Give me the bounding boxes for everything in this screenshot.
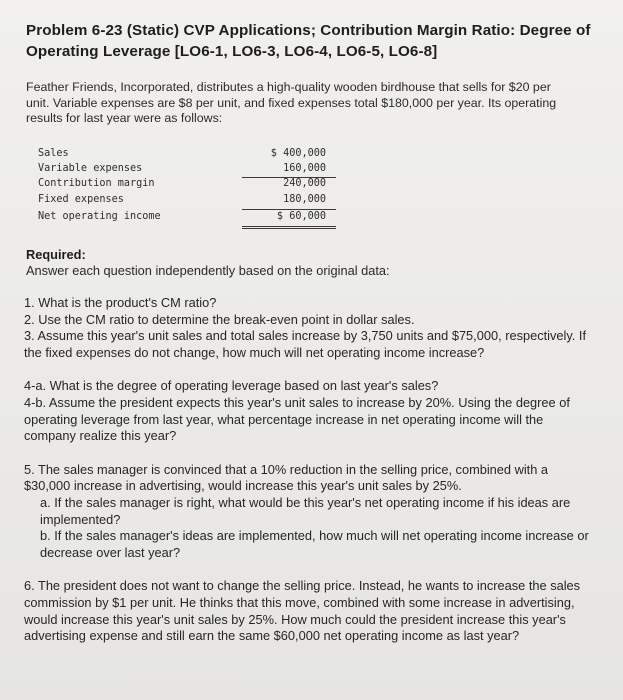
question-list (24, 295, 596, 645)
statement-value: 180,000 (283, 193, 326, 205)
statement-label: Contribution margin (38, 178, 155, 190)
statement-row-contribution-margin (38, 178, 338, 193)
question-3: 3. Assume this year's unit sales and total sales increase by 3,750 units and $75,000, respectively. If the fixed expenses do not change, how much will net operating income increase? (24, 328, 587, 360)
statement-total-double-rule-top (242, 226, 336, 227)
income-statement (38, 148, 338, 226)
question-5a: a. If the sales manager is right, what would be this year's net operating income if his ideas are implemented? (40, 494, 571, 527)
question-4a: 4-a. What is the degree of operating leverage based on last year's sales? (24, 378, 439, 394)
question-5: 5. The sales manager is convinced that a 10% reduction in the selling price, combined with a $30,000 increase in advertising, would increase this year's unit sales by 25%. (24, 461, 549, 494)
spacer (24, 361, 596, 378)
statement-value: $ 400,000 (270, 148, 326, 159)
question-2: 2. Use the CM ratio to determine the break-even point in dollar sales. (24, 311, 415, 327)
statement-row-net-operating-income (38, 211, 338, 226)
spacer (24, 561, 596, 578)
statement-label: Fixed expenses (38, 193, 124, 205)
statement-value: 240,000 (283, 178, 326, 190)
statement-value: $ 60,000 (276, 210, 326, 222)
required-heading: Required: (26, 247, 86, 262)
statement-value: 160,000 (283, 163, 326, 175)
required-section (26, 247, 596, 279)
problem-intro: Feather Friends, Incorporated, distributes a high-quality wooden birdhouse that sells for $20 per unit. Variable expenses are $8 per unit, and fixed expenses total $180,000 per year. Its operating results for last year were as follows: (26, 80, 557, 125)
question-6: 6. The president does not want to change the selling price. Instead, he wants to increase the sales commission by $1 per unit. He thinks that this move, combined with some increase in advertising, would increase this year's unit sales by 25%. How much could the president increase this year's advertising expense and still earn the same $60,000 net operating income as last year? (24, 578, 581, 644)
question-5b: b. If the sales manager's ideas are implemented, how much will net operating income increase or decrease over last year? (40, 528, 589, 560)
statement-total-double-rule-bottom (242, 228, 336, 229)
statement-label: Variable expenses (38, 163, 143, 175)
required-instruction: Answer each question independently based on the original data: (26, 263, 390, 278)
problem-title: Problem 6-23 (Static) CVP Applications; Contribution Margin Ratio: Degree of Operating Leverage [LO6-1, LO6-3, LO6-4, LO6-5, LO6-8] (26, 22, 591, 60)
spacer (24, 445, 596, 462)
statement-label: Net operating income (38, 210, 161, 222)
question-4b: 4-b. Assume the president expects this year's unit sales to increase by 20%. Using the degree of operating leverage from last year, what percentage increase in net operating income will the company realize this year? (24, 394, 570, 444)
statement-label: Sales (38, 148, 69, 159)
question-1: 1. What is the product's CM ratio? (24, 295, 217, 310)
statement-row-fixed-expenses (38, 194, 338, 209)
statement-row-sales (38, 148, 338, 163)
